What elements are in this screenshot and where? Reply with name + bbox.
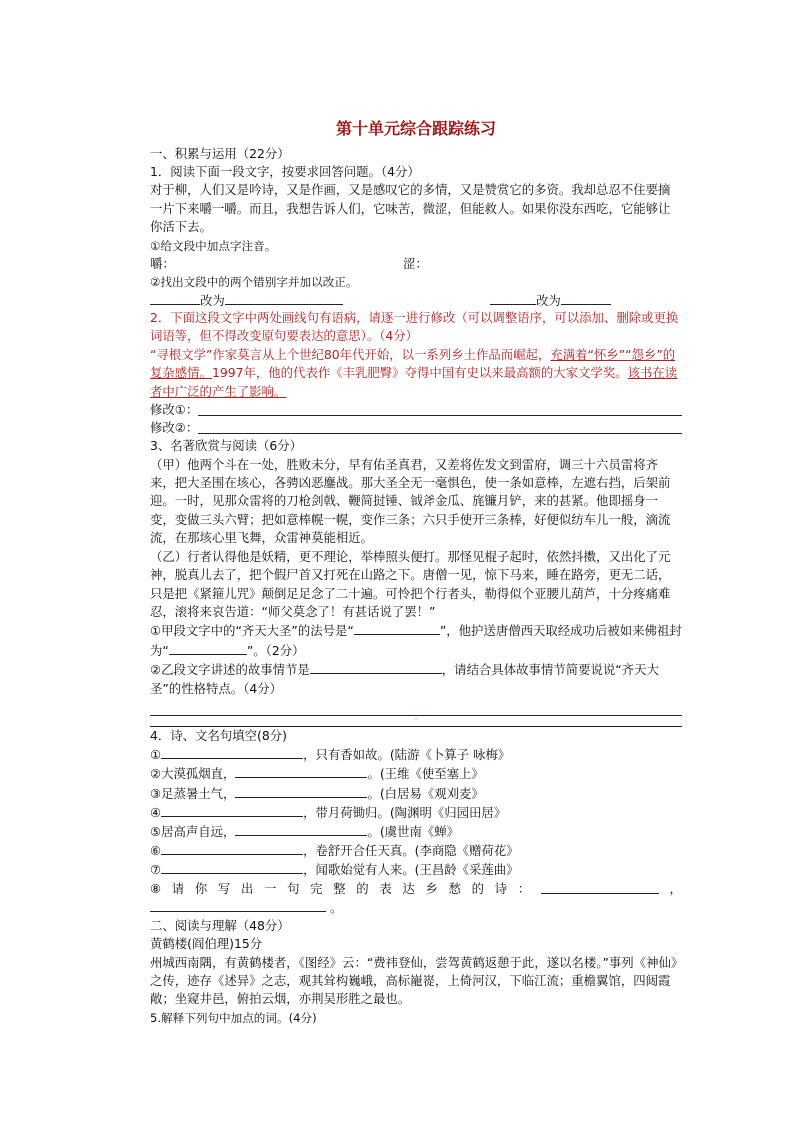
poem-suffix: 。(白居易《观刈麦》	[367, 785, 484, 801]
sub-question-text: ”。（2分）	[246, 642, 305, 658]
passage-text	[150, 346, 682, 401]
question-prompt: 3、名著欣赏与阅读（6分）	[150, 438, 303, 454]
section-heading: 一、积累与运用（22分）	[150, 146, 290, 161]
sub-question: ②找出文段中的两个错别字并加以改正。	[150, 274, 358, 289]
q8-char: ：	[517, 880, 531, 896]
q8-char: 的	[471, 880, 484, 896]
poem-fill-item	[150, 745, 682, 764]
decorative-dot: ·	[414, 714, 418, 724]
sub-question-text: ”，他护送唐僧西天取经成功后被如来佛祖封为“	[150, 623, 682, 658]
q8-char: ⑧	[150, 880, 162, 896]
poem-question-8	[150, 880, 682, 898]
answer-blank[interactable]	[161, 841, 303, 855]
poem-fill-item	[150, 860, 682, 879]
answer-blank[interactable]	[235, 822, 367, 836]
answer-blank[interactable]	[354, 621, 440, 635]
fix-label: 修改②：	[150, 420, 199, 436]
poem-suffix: ，只有香如故。(陆游《卜算子 咏梅》	[303, 747, 511, 763]
passage-text: （甲）他两个斗在一处，胜败未分，早有佑圣真君，又差将佐发文到雷府，调三十六员雷将齐来，把大圣围在垓心，各骋凶恶鏖战。那大圣全无一毫惧色，使一条如意棒，左遮右挡，后架前迎。一时，见那众雷将的刀枪剑戟、鞭简挝锤、钺斧金瓜、旄镰月铲，来的甚紧。他即摇身一变，变做三头六臂；把如意棒幌一幌，变作三条；六只手使开三条棒，好便似纺车儿一般，滴流流，在那垓心里飞舞，众雷神莫能相近。	[150, 456, 671, 546]
sub-question	[150, 660, 682, 698]
fix-row	[150, 401, 682, 419]
answer-blank[interactable]	[561, 291, 611, 305]
q8-char: 句	[287, 880, 300, 896]
poem-prefix: ⑥	[150, 843, 162, 859]
q8-char: 表	[379, 880, 392, 896]
page-title: 第十单元综合跟踪练习	[335, 119, 496, 138]
sub-question-text: ，请结合具体故事情节简要说说“齐天大圣”的性格特点。（4分）	[150, 662, 659, 696]
question-prompt: 2．下面这段文字中两处画线句有语病，请逐一进行修改（可以调整语序，可以添加、删除或更换词语等，但不得改变原句要表达的意思）。（4分）	[150, 310, 679, 344]
q8-char: 乡	[425, 880, 438, 896]
answer-blank[interactable]	[169, 641, 247, 655]
q8-char: 请	[171, 880, 185, 896]
passage-text: 对于柳，人们又是吟诗，又是作画，又是感叹它的多情，又是赞赏它的多资。我却总忍不住要摘一片下来嚼一嚼。而且，我想告诉人们，它味苦，微涩，但能救人。如果你没东西吃，它能够让你活下去。	[150, 182, 671, 235]
answer-blank[interactable]	[150, 898, 326, 912]
poem-fill-item	[150, 841, 682, 860]
poem-fill-item	[150, 764, 682, 783]
sub-question	[150, 621, 682, 660]
q8-char: 写	[217, 880, 231, 896]
question-prompt: 5.解释下列句中加点的词。(4分)	[150, 1010, 317, 1025]
answer-blank[interactable]	[490, 291, 536, 305]
poem-fill-item	[150, 784, 682, 803]
fix-label: 修改①：	[150, 402, 199, 418]
poem-fill-item	[150, 803, 682, 822]
sub-question: ①给文段中加点字注音。	[150, 238, 277, 253]
q8-char: 整	[333, 880, 346, 896]
poem-suffix: 。(王维《使至塞上》	[367, 766, 484, 782]
worksheet-page	[150, 112, 682, 1027]
q8-char: 愁	[448, 880, 461, 896]
answer-blank[interactable]	[161, 803, 303, 817]
reading-title: 黄鹤楼(阎伯理)15分	[150, 936, 263, 952]
change-to-label: 改为	[536, 293, 561, 309]
poem-prefix: ①	[150, 747, 162, 763]
passage-sentence: “寻根文学”作家莫言从上个世纪80年代开始，以一系列乡土作品而崛起，	[150, 346, 551, 362]
poem-fill-list	[150, 745, 682, 879]
poem-prefix: ⑦	[150, 862, 162, 878]
poem-suffix: ，带月荷锄归。(陶渊明《归园田居》	[303, 804, 507, 820]
answer-blank[interactable]	[235, 764, 367, 778]
end-punct: 。	[329, 899, 343, 915]
answer-blank[interactable]	[541, 880, 659, 894]
passage-text: 州城西南隅，有黄鹤楼者，《图经》云：“费祎登仙，尝驾黄鹤返憩于此，遂以名楼。”事列《神仙》之传，迹存《述异》之志，观其耸构巍峨，高标巃嵸，上倚河汉，下临江流；重檐翼馆，四闼霞敞；坐窥井邑，俯拍云烟，亦荆吴形胜之最也。	[150, 954, 678, 1007]
question-prompt: 4．诗、文名句填空(8分)	[150, 727, 287, 743]
poem-suffix: ，闻歌始觉有人来。(王昌龄《采莲曲》	[303, 862, 519, 878]
passage-text: （乙）行者认得他是妖精，更不理论，举棒照头便打。那怪见棍子起时，依然抖擞，又出化了元神，脱真儿去了，把个假尸首又打死在山路之下。唐僧一见，惊下马来，睡在路旁，更无二话，只是把《紧箍儿咒》颠倒足足念了二十遍。可怜把个行者头，勒得似个亚腰儿葫芦，十分疼痛难忍，滚将来哀告道：“师父莫念了！有甚话说了罢！”	[150, 548, 671, 619]
se-label: 涩：	[403, 255, 428, 271]
answer-blank[interactable]	[225, 291, 343, 305]
q8-char: 诗	[494, 880, 508, 896]
answer-line[interactable]	[198, 402, 682, 416]
question-prompt: 1．阅读下面一段文字，按要求回答问题。（4分）	[150, 164, 420, 180]
answer-blank[interactable]	[310, 660, 442, 674]
q8-char: 达	[402, 880, 415, 896]
answer-blank[interactable]	[161, 745, 303, 759]
passage-sentence: 1997年，他的代表作《丰乳肥臀》夺得中国有史以来最高额的大家文学奖。	[211, 365, 628, 381]
q8-char: 完	[310, 880, 323, 896]
poem-prefix: ⑤居高声自远，	[150, 823, 236, 839]
correction-row	[150, 291, 682, 309]
q8-char: 你	[194, 880, 208, 896]
poem-prefix: ④	[150, 804, 162, 820]
fix-row	[150, 419, 682, 437]
answer-blank[interactable]	[235, 784, 367, 798]
sub-question-text: ②乙段文字讲述的故事情节是	[150, 662, 310, 678]
chew-label: 嚼：	[150, 255, 175, 271]
q8-char: 一	[264, 880, 277, 896]
q8-char: 出	[240, 880, 254, 896]
underlined-sentence: 充满着“怀乡”“怨乡”的复杂感情。	[150, 346, 676, 381]
q8-comma: ，	[669, 880, 682, 896]
pinyin-row	[150, 255, 682, 273]
answer-line[interactable]	[198, 420, 682, 434]
poem-suffix: ，卷舒开合任天真。(李商隐《赠荷花》	[303, 843, 519, 859]
section-heading: 二、阅读与理解（48分）	[150, 918, 290, 934]
poem-suffix: 。(虞世南《蝉》	[367, 823, 460, 839]
answer-blank[interactable]	[150, 291, 200, 305]
change-to-label: 改为	[200, 293, 225, 309]
q8-char: 的	[356, 880, 369, 896]
poem-prefix: ②大漠孤烟直，	[150, 766, 236, 782]
poem-fill-item	[150, 822, 682, 841]
poem-question-8-end	[150, 898, 682, 917]
answer-line[interactable]	[150, 698, 682, 716]
sub-question-text: ①甲段文字中的“齐天大圣”的法号是“	[150, 623, 354, 639]
answer-blank[interactable]	[161, 860, 303, 874]
underlined-sentence: 该书在读者中广泛的产生了影响。	[150, 365, 678, 399]
poem-prefix: ③足蒸暑土气，	[150, 785, 236, 801]
